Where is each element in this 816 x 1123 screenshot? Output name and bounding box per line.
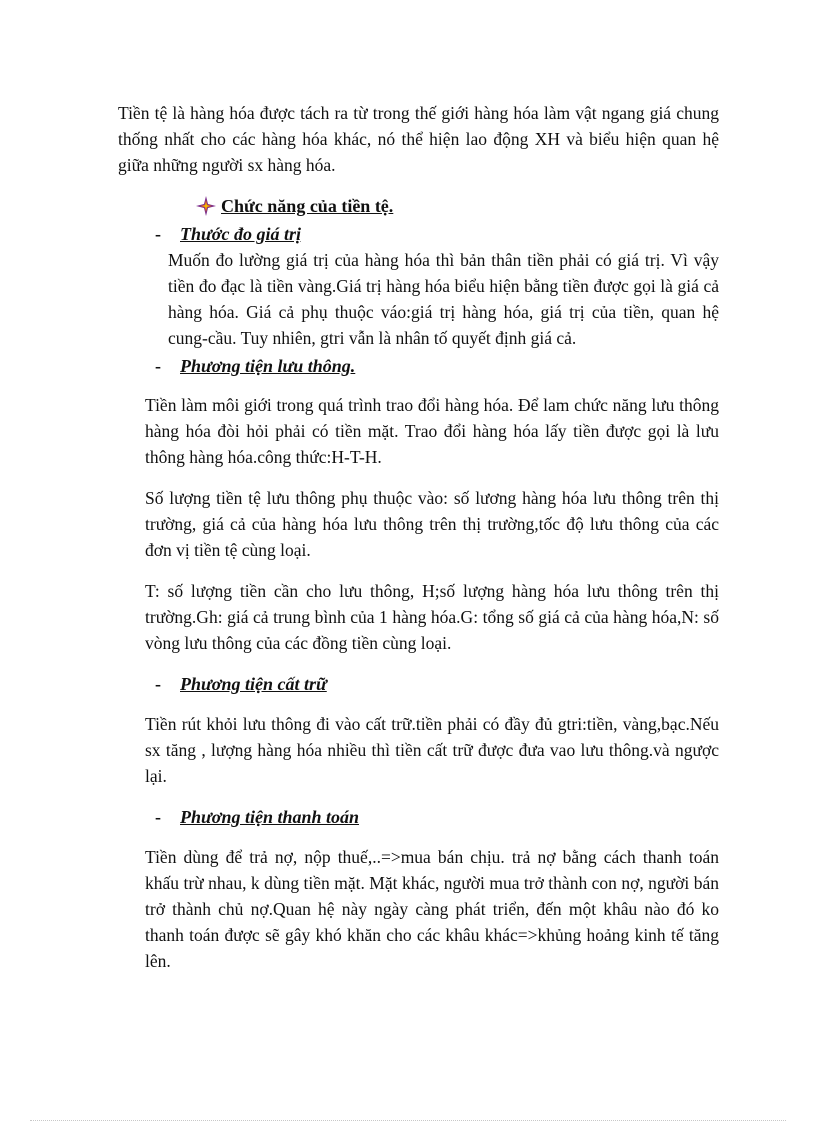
star-bullet-icon: [195, 195, 217, 217]
bullet-measure: [155, 221, 301, 247]
heading-text: Chức năng của tiền tệ.: [221, 196, 394, 216]
bullet-circulation: [155, 353, 355, 379]
footer-divider: [30, 1120, 786, 1121]
bullet-label-payment: Phương tiện thanh toán: [180, 807, 360, 827]
section-heading: [195, 193, 393, 219]
bullet-label-measure: Thước đo giá trị: [180, 224, 301, 244]
bullet-label-circulation: Phương tiện lưu thông.: [180, 356, 356, 376]
bullet-payment: [155, 804, 359, 830]
bullet-dash: -: [155, 356, 161, 376]
intro-paragraph: Tiền tệ là hàng hóa được tách ra từ trong thế giới hàng hóa làm vật ngang giá chung thống nhất cho các hàng hóa khác, nó thể hiện lao động XH và biểu hiện quan hệ giữa những người sx hàng hóa.: [118, 103, 719, 175]
measure-paragraph: Muốn đo lường giá trị của hàng hóa thì bản thân tiền phải có giá trị. Vì vậy tiền đo đạc là tiền vàng.Giá trị hàng hóa biểu hiện bằng tiền được gọi là giá cả hàng hóa. Giá cả phụ thuộc váo:giá trị hàng hóa, giá trị của tiền, quan hệ cung-cầu. Tuy nhiên, gtri vẫn là nhân tố quyết định giá cả.: [168, 250, 719, 348]
bullet-dash: -: [155, 224, 161, 244]
bullet-dash: -: [155, 674, 161, 694]
payment-paragraph: Tiền dùng để trả nợ, nộp thuế,..=>mua bán chịu. trả nợ bằng cách thanh toán khấu trừ nhau, k dùng tiền mặt. Mặt khác, người mua trở thành con nợ, người bán trở thành chủ nợ.Quan hệ này ngày càng phát triển, đến một khâu nào đó ko thanh toán được sẽ gây khó khăn cho các khâu khác=>khủng hoảng kinh tế tăng lên.: [145, 847, 719, 971]
circulation-paragraph-1: Tiền làm môi giới trong quá trình trao đổi hàng hóa. Để lam chức năng lưu thông hàng hóa đòi hỏi phải có tiền mặt. Trao đổi hàng hóa lấy tiền được gọi là lưu thông hàng hóa.công thức:H-T-H.: [145, 395, 719, 467]
circulation-paragraph-3: T: số lượng tiền cần cho lưu thông, H;số lượng hàng hóa lưu thông trên thị trường.Gh: giá cả trung bình của 1 hàng hóa.G: tổng số giá cả của hàng hóa,N: số vòng lưu thông của các đồng tiền cùng loại.: [145, 581, 719, 653]
storage-paragraph: Tiền rút khỏi lưu thông đi vào cất trữ.tiền phải có đầy đủ gtri:tiền, vàng,bạc.Nếu sx tăng , lượng hàng hóa nhiều thì tiền cất trữ được đưa vao lưu thông.và ngược lại.: [145, 714, 719, 786]
bullet-dash: -: [155, 807, 161, 827]
bullet-storage: [155, 671, 327, 697]
circulation-paragraph-2: Số lượng tiền tệ lưu thông phụ thuộc vào: số lương hàng hóa lưu thông trên thị trường, giá cả của hàng hóa lưu thông trên thị trường,tốc độ lưu thông của các đơn vị tiền tệ cùng loại.: [145, 488, 719, 560]
bullet-label-storage: Phương tiện cất trữ: [180, 674, 327, 694]
